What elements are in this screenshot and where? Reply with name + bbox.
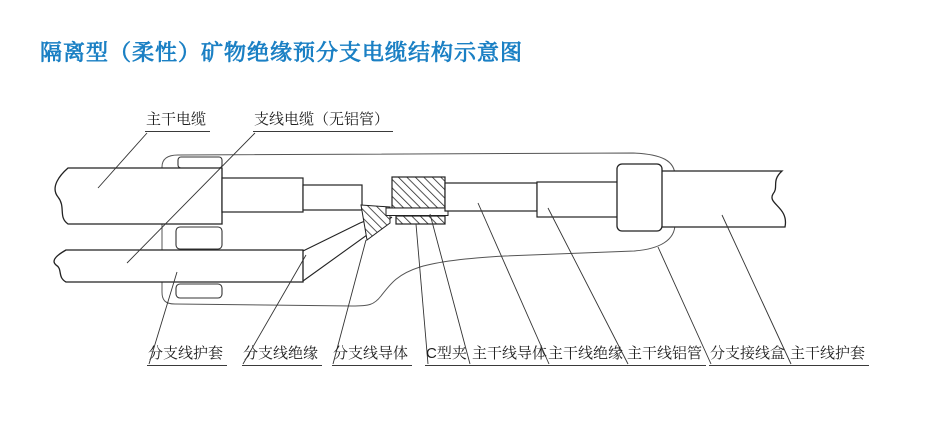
c-clamp-lower-lip [396,216,445,224]
label-branch-conductor: 分支线导体 [332,345,412,366]
leader-trunk-conductor [430,214,470,364]
label-trunk-aluminum-tube: 主干线铝管 [626,345,706,366]
label-trunk-insulation: 主干线绝缘 [547,345,627,366]
entry-bracket-bottom [176,284,222,298]
label-c-clamp: C型夹 [425,345,471,366]
c-clamp-body [392,177,445,208]
label-branch-insulation: 分支线绝缘 [242,345,322,366]
trunk-insulation-right [445,183,537,211]
entry-bracket-top [178,157,222,168]
junction-box-outline [162,153,675,306]
label-trunk-sheath: 主干线护套 [789,345,869,366]
trunk-conductor-rod [386,208,448,216]
entry-bracket-middle [176,227,222,249]
trunk-insulation-left [303,185,362,210]
label-trunk-conductor: 主干线导体 [471,345,551,366]
leader-trunk-sheath [722,215,791,364]
label-branch-junction-box: 分支接线盒 [709,345,789,366]
label-branch-cable: 支线电缆（无铝管） [253,111,393,132]
box-gland-collar [617,164,662,231]
page-title: 隔离型（柔性）矿物绝缘预分支电缆结构示意图 [40,40,524,65]
leader-trunk-aluminum-tube [548,208,628,364]
leader-c-clamp [416,224,428,364]
trunk-aluminum-left [222,178,303,212]
branch-cable-shape [54,250,303,282]
label-branch-sheath: 分支线护套 [147,345,227,366]
leader-trunk-insulation [478,203,549,364]
label-trunk-cable: 主干电缆 [145,111,210,132]
trunk-aluminum-right [537,182,618,217]
trunk-cable-shape [55,168,222,224]
trunk-sheath-shape [648,171,785,227]
